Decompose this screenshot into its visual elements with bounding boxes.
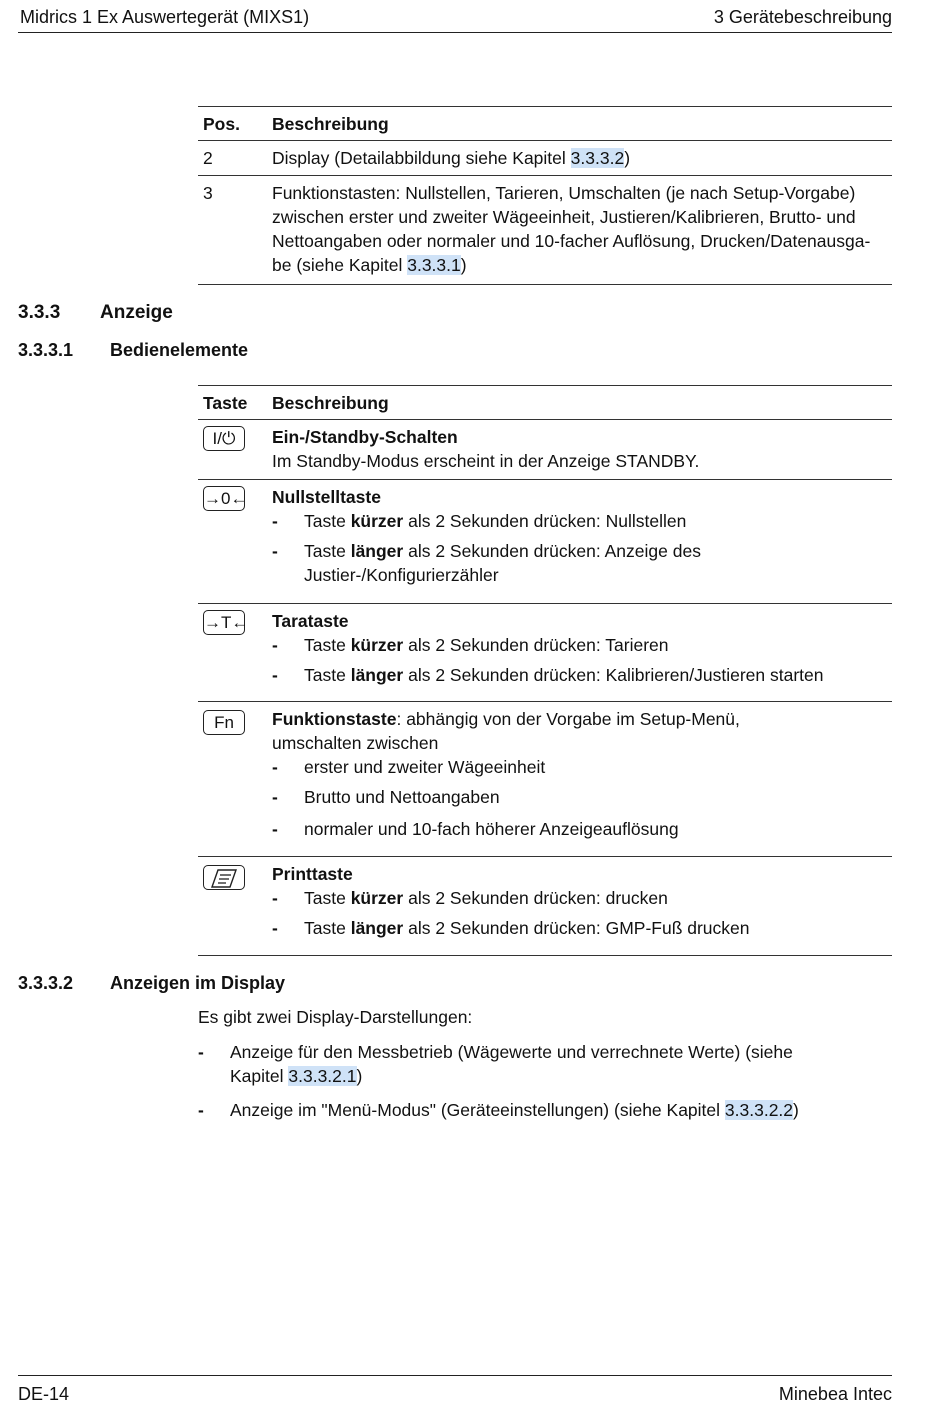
list-item: - erster und zweiter Wägeeinheit <box>272 755 752 779</box>
pos-description <box>272 176 892 285</box>
description-text: Display (Detailabbildung siehe Kapitel <box>272 148 571 168</box>
table-row <box>198 857 892 956</box>
key-desc-text: Im Standby-Modus erscheint in der Anzeige STANDBY. <box>272 451 700 471</box>
list-item: - Brutto und Nettoangaben <box>272 785 752 809</box>
intro-paragraph: Es gibt zwei Display-Darstellungen: <box>198 1007 473 1027</box>
list-item: - Anzeige für den Messbetrieb (Wägewerte und verrechnete Werte) (siehe Kapitel 3.3.3.2.1) <box>198 1040 818 1088</box>
key-description <box>272 604 892 702</box>
key-cell <box>198 857 272 956</box>
list-item: - normaler und 10-fach höherer Anzeigeauflösung <box>272 817 752 841</box>
chapter-link[interactable]: 3.3.3.2.1 <box>288 1066 357 1086</box>
table-row <box>198 702 892 857</box>
key-title: Funktionstaste <box>272 709 397 729</box>
table-row <box>198 420 892 480</box>
key-description <box>272 857 892 956</box>
key-description <box>272 420 892 480</box>
tare-key-icon: →T← <box>203 610 245 635</box>
header-document-title: Midrics 1 Ex Auswertegerät (MIXS1) <box>20 7 310 27</box>
table-row <box>198 604 892 702</box>
page-number: DE-14 <box>18 1384 70 1403</box>
pos-number: 3 <box>203 183 213 203</box>
section-title: Anzeige <box>100 302 173 323</box>
key-instructions <box>272 755 752 841</box>
table-header-row <box>198 386 892 420</box>
column-header-key: Taste <box>203 393 248 413</box>
key-title: Ein-/Standby-Schalten <box>272 427 458 447</box>
section-heading-anzeige <box>18 301 173 325</box>
pos-number: 2 <box>203 148 213 168</box>
display-modes-list <box>198 1040 818 1122</box>
position-table <box>198 106 892 285</box>
description-suffix: ) <box>460 255 467 275</box>
key-cell <box>198 702 272 857</box>
section-title: Bedienelemente <box>110 340 249 360</box>
key-title-suffix: : abhängig von der Vorgabe im Setup-Menü, umschalten zwischen <box>272 709 740 753</box>
list-item: - Taste kürzer als 2 Sekunden drücken: Tarieren <box>272 633 892 657</box>
column-header-pos: Pos. <box>203 114 240 134</box>
key-table <box>198 385 892 956</box>
zero-key-icon: →0← <box>203 486 245 511</box>
key-title: Tarataste <box>272 611 349 631</box>
list-item: - Taste länger als 2 Sekunden drücken: GMP-Fuß drucken <box>272 916 892 940</box>
section-heading-bedienelemente <box>18 338 248 362</box>
chapter-link[interactable]: 3.3.3.2 <box>570 148 625 168</box>
column-header-description: Beschreibung <box>272 393 389 413</box>
page-header <box>18 4 892 33</box>
table-row <box>198 480 892 604</box>
list-item: - Taste länger als 2 Sekunden drücken: Anzeige des Justier-/Konfigurierzähler <box>272 539 892 587</box>
key-cell <box>198 420 272 480</box>
key-cell <box>198 480 272 604</box>
column-header-description: Beschreibung <box>272 114 389 134</box>
page-footer <box>18 1375 892 1403</box>
key-description <box>272 480 892 604</box>
section-title: Anzeigen im Display <box>110 973 286 993</box>
table-row <box>198 176 892 285</box>
list-item: - Taste kürzer als 2 Sekunden drücken: drucken <box>272 886 892 910</box>
function-key-icon: Fn <box>203 710 245 735</box>
list-item: - Taste länger als 2 Sekunden drücken: Kalibrieren/Justieren starten <box>272 663 892 687</box>
key-title-line <box>272 707 752 755</box>
list-item: - Taste kürzer als 2 Sekunden drücken: Nullstellen <box>272 509 892 533</box>
key-instructions <box>272 509 892 587</box>
footer-brand: Minebea Intec <box>778 1384 892 1403</box>
description-suffix: ) <box>624 148 631 168</box>
key-cell <box>198 604 272 702</box>
key-title: Nullstelltaste <box>272 487 381 507</box>
table-header-row <box>198 107 892 141</box>
key-title: Printtaste <box>272 864 353 884</box>
key-instructions <box>272 633 892 687</box>
section-number: 3.3.3.1 <box>18 340 74 360</box>
chapter-link[interactable]: 3.3.3.2.2 <box>724 1100 794 1120</box>
print-key-icon <box>203 865 245 890</box>
section-number: 3.3.3.2 <box>18 973 74 993</box>
section-number: 3.3.3 <box>18 302 61 323</box>
key-instructions <box>272 886 892 940</box>
key-description <box>272 702 892 857</box>
description-text: Funktionstasten: Nullstellen, Tarieren, Umschalten (je nach Setup-Vorgabe) zwischen erster und zweiter Wägeeinheit, Justieren/Kalibrieren, Brutto- und Nettoangaben oder normaler und 10-facher Auflösung, Drucken/Datenausgabe (siehe Kapitel <box>272 183 871 275</box>
print-glyph <box>209 868 239 889</box>
section-heading-anzeigen-im-display <box>18 971 285 995</box>
chapter-link[interactable]: 3.3.3.1 <box>407 255 461 275</box>
header-chapter-title: 3 Gerätebeschreibung <box>713 7 892 27</box>
table-row <box>198 141 892 176</box>
list-item: - Anzeige im "Menü-Modus" (Geräteeinstellungen) (siehe Kapitel 3.3.3.2.2) <box>198 1098 818 1122</box>
power-standby-icon: I/⏻ <box>203 426 245 451</box>
pos-description <box>272 141 892 176</box>
